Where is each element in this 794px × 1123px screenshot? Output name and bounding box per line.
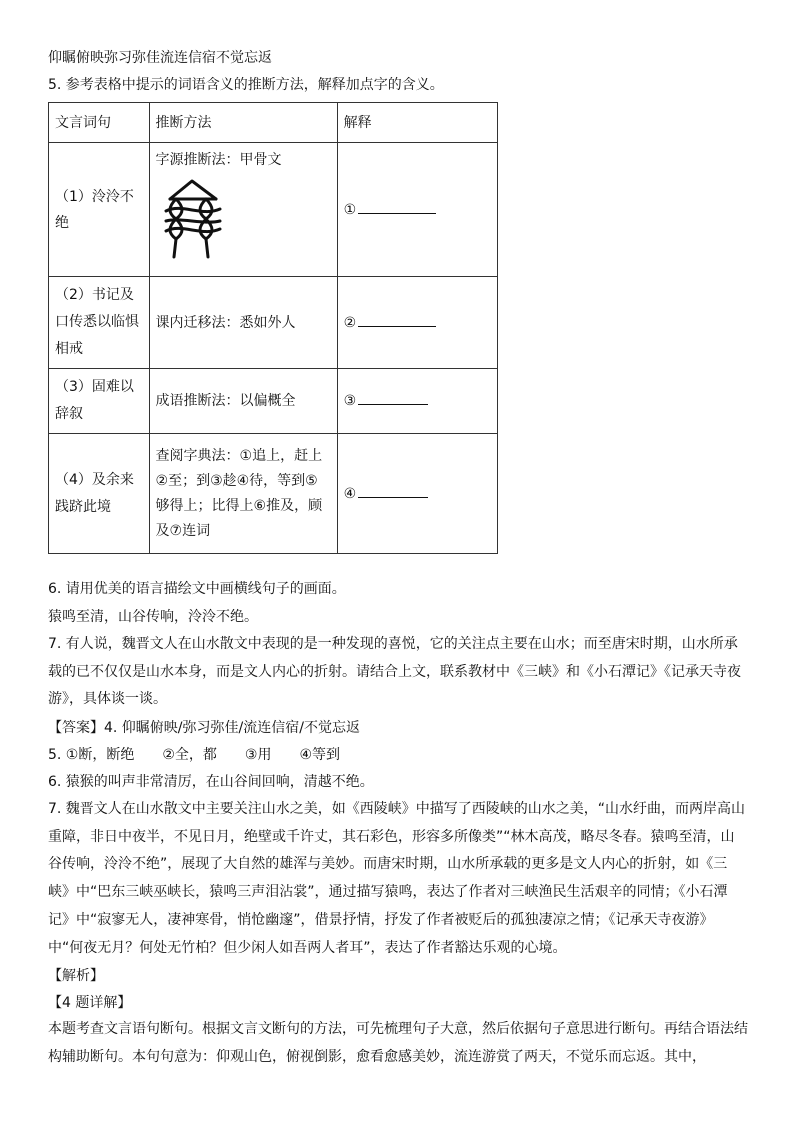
oracle-bone-character-icon: [162, 177, 232, 261]
table-row: [49, 434, 498, 554]
table-cell-phrase: （4）及余来践跻此境: [49, 434, 150, 554]
question-6-title: 6. 请用优美的语言描绘文中画横线句子的画面。: [48, 581, 346, 597]
table-cell-method: 查阅字典法：①追上，赶上②至；到③趁④待，等到⑤够得上；比得上⑥推及，顾及⑦连词: [149, 434, 337, 554]
answer-number: ①: [343, 201, 357, 218]
answer-paragraph-7: 7. 魏晋文人在山水散文中主要关注山水之美，如《西陵峡》中描写了西陵峡的山水之美，“山水纡曲，而两岸高山重障，非日中夜半，不见日月，绝壁或千许丈，其石彩色，形容多所像类”“林木高茂，略尽冬春。猿鸣至清，山谷传响，泠泠不绝”，展现了大自然的雄浑与美妙。而唐宋时期，山水所承载的更多是文人内心的折射，如《三峡》中“巴东三峡巫峡长，猿鸣三声泪沾裳”，通过描写猿鸣，表达了作者对三峡渔民生活艰辛的同情；《小石潭记》中“寂寥无人，凄神寒骨，悄怆幽邃”，借景抒情，抒发了作者被贬后的孤独凄凉之情；《记承天寺夜游》中“何夜无月？何处无竹柏？但少闲人如吾两人者耳”，表达了作者豁达乐观的心境。: [48, 801, 746, 956]
table-cell-phrase: （1）泠泠不绝: [49, 143, 150, 277]
table-cell-method: 课内迁移法：悉如外人: [149, 277, 337, 369]
answer-blank: [358, 199, 436, 214]
table-row: [49, 277, 498, 369]
inference-table: [48, 102, 498, 554]
question-5-title: 5. 参考表格中提示的词语含义的推断方法，解释加点字的含义。: [48, 77, 444, 93]
answer-number: ③: [343, 393, 357, 409]
table-cell-phrase: （3）固难以辞叙: [49, 369, 150, 434]
table-cell-answer: [337, 434, 497, 554]
answer-blank: [358, 390, 428, 405]
table-row: [49, 143, 498, 277]
top-line: 仰瞩俯映弥习弥佳流连信宿不觉忘返: [48, 50, 272, 66]
detail-label: 【4 题详解】: [48, 995, 132, 1011]
table-header-row: [49, 103, 498, 143]
table-header-phrase: 文言词句: [49, 103, 150, 143]
table-cell-method: [149, 143, 337, 277]
answer-line-6: 6. 猿猴的叫声非常清厉，在山谷间回响，清越不绝。: [48, 774, 374, 790]
answer-blank: [358, 483, 428, 498]
table-cell-answer: [337, 143, 497, 277]
answer-blank: [358, 312, 436, 327]
question-6-sentence: 猿鸣至清，山谷传响，泠泠不绝。: [48, 609, 258, 625]
table-row: [49, 369, 498, 434]
table-header-method: 推断方法: [149, 103, 337, 143]
table-cell-answer: [337, 277, 497, 369]
table-cell-method: 成语推断法：以偏概全: [149, 369, 337, 434]
table-cell-answer: [337, 369, 497, 434]
answer-line-5: 5. ①断，断绝 ②全，都 ③用 ④等到: [48, 747, 341, 763]
answer-number: ②: [343, 314, 357, 331]
answer-number: ④: [343, 485, 357, 502]
table-header-answer: 解释: [337, 103, 497, 143]
method-text: 字源推断法：甲骨文: [155, 152, 282, 168]
question-7-text: 7. 有人说，魏晋文人在山水散文中表现的是一种发现的喜悦，它的关注点主要在山水；而至唐宋时期，山水所承载的已不仅仅是山水本身，而是文人内心的折射。请结合上文，联系教材中《三峡》和《小石潭记》《记承天寺夜游》，具体谈一谈。: [48, 636, 741, 708]
table-cell-phrase: （2）书记及口传悉以临惧相戒: [49, 277, 150, 369]
answer-line-4: 【答案】4. 仰瞩俯映/弥习弥佳/流连信宿/不觉忘返: [48, 720, 360, 736]
analysis-label: 【解析】: [48, 968, 104, 984]
detail-text: 本题考查文言语句断句。根据文言文断句的方法，可先梳理句子大意，然后依据句子意思进行断句。再结合语法结构辅助断句。本句句意为：仰观山色，俯视倒影，愈看愈感美妙，流连游赏了两天，不觉乐而忘返。其中，: [48, 1021, 748, 1065]
